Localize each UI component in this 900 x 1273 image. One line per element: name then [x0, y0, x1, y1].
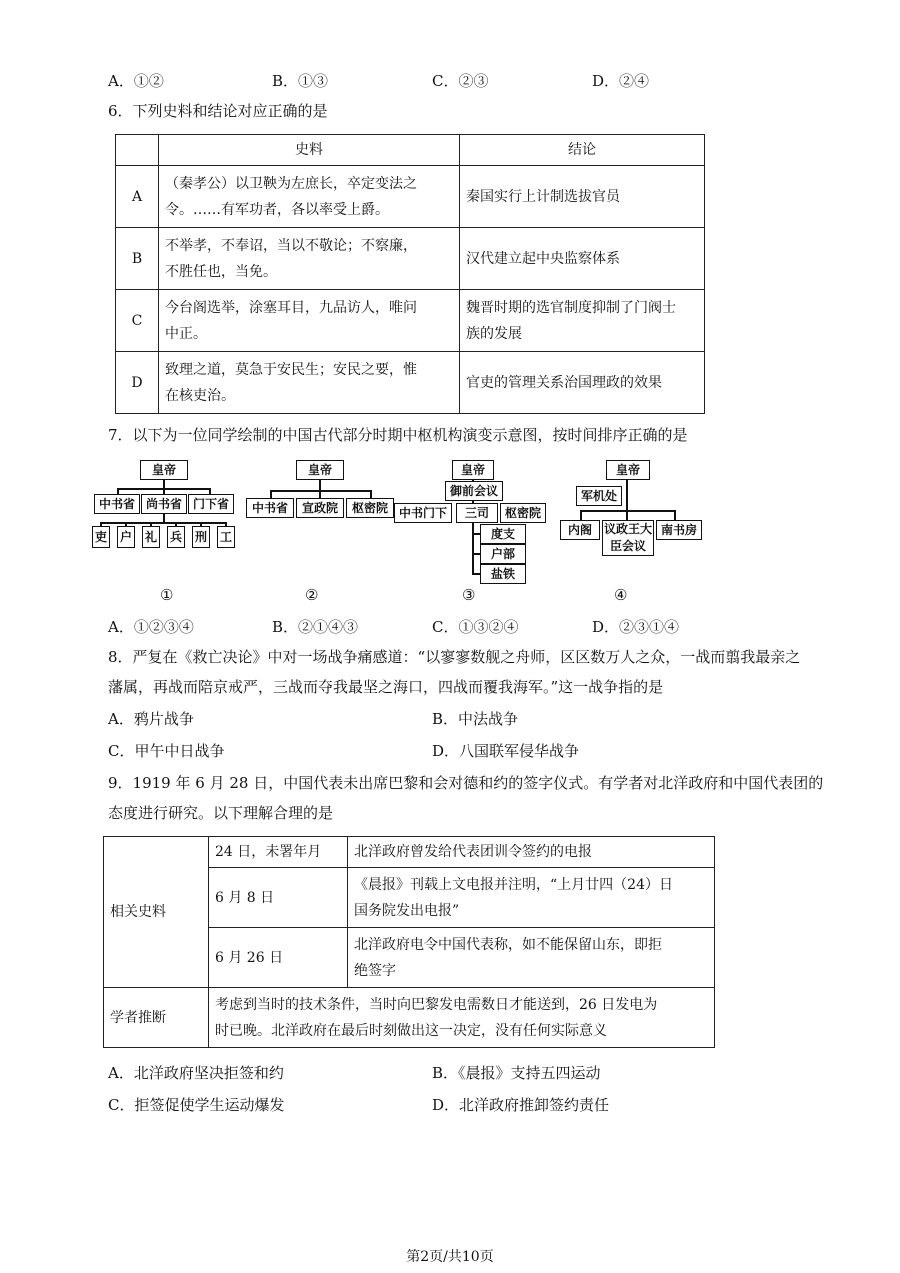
- q6-row-label: A: [116, 166, 159, 228]
- q6-row-a: [116, 166, 705, 228]
- q7-option-a: A．①②③④: [108, 618, 194, 636]
- q5-option-c: C．②③: [432, 72, 489, 90]
- q8-option-b: B．中法战争: [432, 710, 519, 728]
- q6-header-conclusion: 结论: [460, 135, 705, 166]
- q9-label-sources: 相关史料: [104, 837, 209, 988]
- q8-stem-l1: 8．严复在《救亡决论》中对一场战争痛感道：“以寥寥数舰之舟师，区区数万人之众，一战而翦我最亲之: [108, 648, 801, 666]
- d3-bottom-2: 户部: [480, 544, 526, 564]
- q6-row-d: [116, 352, 705, 414]
- q6-row-source: 致理之道，莫急于安民生；安民之要，惟 在核吏治。: [159, 352, 460, 414]
- q6-header-source: 史料: [159, 135, 460, 166]
- q9-option-a: A．北洋政府坚决拒签和约: [108, 1064, 284, 1082]
- d1-bottom-1: 吏: [92, 526, 110, 548]
- q8-option-d: D．八国联军侵华战争: [432, 742, 580, 760]
- q6-row-c: [116, 290, 705, 352]
- page-footer: 第2页/共10页: [406, 1249, 494, 1265]
- q9-table: [103, 836, 715, 1048]
- d1-label: ①: [160, 586, 174, 604]
- d1-top: 皇帝: [140, 460, 188, 480]
- q8-option-a: A．鸦片战争: [108, 710, 194, 728]
- q6-row-source: 今台阁选举，涂塞耳目，九品访人，唯问 中正。: [159, 290, 460, 352]
- q6-row-label: B: [116, 228, 159, 290]
- d3-bottom-3: 盐铁: [480, 564, 526, 584]
- d2-mid-2: 宣政院: [296, 498, 344, 518]
- q9-text: 北洋政府曾发给代表团训令签约的电报: [348, 837, 715, 868]
- q6-header-blank: [116, 135, 159, 166]
- q8-option-c: C．甲午中日战争: [108, 742, 225, 760]
- d4-sub: 军机处: [576, 486, 622, 506]
- d3-mid-3: 枢密院: [500, 503, 546, 523]
- q6-row-conclusion: 秦国实行上计制选拔官员: [460, 166, 705, 228]
- q9-option-c: C．拒签促使学生运动爆发: [108, 1096, 285, 1114]
- d4-mid-2: 议政王大臣会议: [602, 520, 654, 556]
- q9-option-d: D．北洋政府推卸签约责任: [432, 1096, 610, 1114]
- q6-row-conclusion: 魏晋时期的选官制度抑制了门阀士 族的发展: [460, 290, 705, 352]
- d4-top: 皇帝: [606, 460, 650, 480]
- q6-row-conclusion: 汉代建立起中央监察体系: [460, 228, 705, 290]
- q7-option-d: D．②③①④: [592, 618, 680, 636]
- d3-label: ③: [462, 586, 476, 604]
- q6-row-conclusion: 官吏的管理关系治国理政的效果: [460, 352, 705, 414]
- d3-mid-2: 三司: [456, 503, 498, 523]
- q7-stem: 7．以下为一位同学绘制的中国古代部分时期中枢机构演变示意图，按时间排序正确的是: [108, 426, 688, 444]
- q9-text: 北洋政府电令中国代表称，如不能保留山东，即拒 绝签字: [348, 928, 715, 988]
- d1-bottom-6: 工: [217, 526, 235, 548]
- q6-stem: 6．下列史料和结论对应正确的是: [108, 102, 328, 120]
- d4-mid-1: 内阁: [560, 520, 600, 540]
- q7-option-c: C．①③②④: [432, 618, 519, 636]
- q6-row-source: 不举孝，不奉诏，当以不敬论；不察廉， 不胜任也，当免。: [159, 228, 460, 290]
- q6-row-label: C: [116, 290, 159, 352]
- q9-label-inference: 学者推断: [104, 988, 209, 1048]
- d4-label: ④: [614, 586, 628, 604]
- q9-date: 24 日，未署年月: [209, 837, 348, 868]
- d3-top: 皇帝: [452, 460, 494, 480]
- d2-mid-3: 枢密院: [346, 498, 394, 518]
- q5-option-a: A．①②: [108, 72, 164, 90]
- d2-mid-1: 中书省: [246, 498, 294, 518]
- q9-option-b: B．《晨报》支持五四运动: [432, 1064, 601, 1082]
- q6-row-b: [116, 228, 705, 290]
- d1-bottom-2: 户: [117, 526, 135, 548]
- d1-bottom-4: 兵: [167, 526, 185, 548]
- q9-stem-l1: 9．1919 年 6 月 28 日，中国代表未出席巴黎和会对德和约的签字仪式。有学者对北洋政府和中国代表团的: [108, 774, 824, 792]
- q9-date: 6 月 26 日: [209, 928, 348, 988]
- q5-option-d: D．②④: [592, 72, 650, 90]
- d3-mid-1: 中书门下: [394, 503, 452, 523]
- d1-bottom-3: 礼: [142, 526, 160, 548]
- q6-row-label: D: [116, 352, 159, 414]
- d4-mid-3: 南书房: [656, 520, 702, 540]
- q9-date: 6 月 8 日: [209, 868, 348, 928]
- d1-mid-3: 门下省: [188, 494, 234, 514]
- q6-row-source: （秦孝公）以卫鞅为左庶长，卒定变法之 令。……有军功者，各以率受上爵。: [159, 166, 460, 228]
- d1-bottom-5: 刑: [192, 526, 210, 548]
- d3-sub: 御前会议: [445, 481, 503, 501]
- d2-top: 皇帝: [296, 460, 344, 480]
- q6-table: [115, 134, 705, 414]
- q9-text: 《晨报》刊载上文电报并注明，“上月廿四（24）日 国务院发出电报”: [348, 868, 715, 928]
- q8-stem-l2: 藩属，再战而陪京戒严，三战而夺我最坚之海口，四战而覆我海军。”这一战争指的是: [108, 678, 664, 696]
- q9-inference: 考虑到当时的技术条件，当时向巴黎发电需数日才能送到，26 日发电为 时已晚。北洋政府在最后时刻做出这一决定，没有任何实际意义: [209, 988, 715, 1048]
- d3-bottom-1: 度支: [480, 524, 526, 544]
- d1-mid-2: 尚书省: [141, 494, 187, 514]
- q7-option-b: B．②①④③: [272, 618, 359, 636]
- d2-label: ②: [305, 586, 319, 604]
- q5-option-b: B．①③: [272, 72, 329, 90]
- q9-stem-l2: 态度进行研究。以下理解合理的是: [108, 804, 334, 822]
- d1-mid-1: 中书省: [94, 494, 140, 514]
